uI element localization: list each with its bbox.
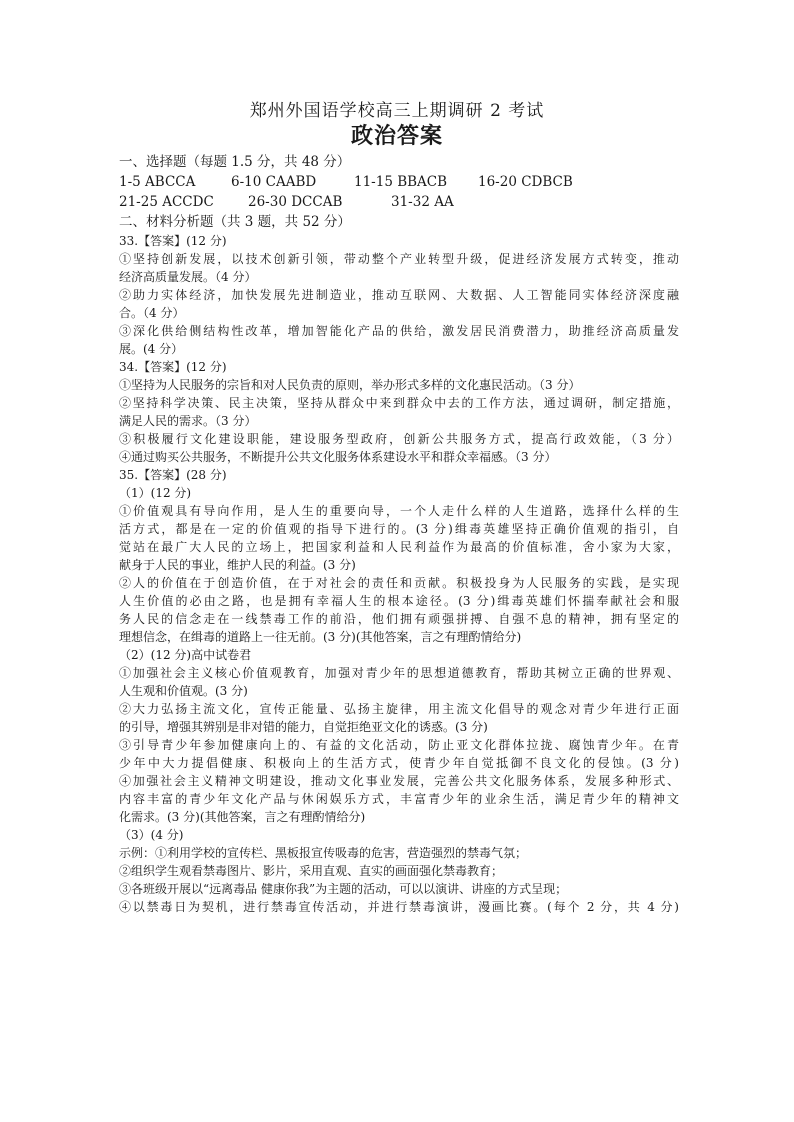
answer-line: 活方式，都是在一定的价值观的指导下进行的。(3 分)缉毒英雄坚持正确价值观的指引，自 [119,522,679,536]
answer-line: 人生价值的必由之路，也是拥有幸福人生的根本途径。(3 分)缉毒英雄们怀揣奉献社会和服 [119,594,679,608]
answer-line: 觉站在最广大人民的立场上，把国家利益和人民利益作为最高的价值标准，舍小家为大家， [119,540,679,554]
subject-title: 政治答案 [350,123,443,149]
answer-line: 献身于人民的事业，维护人民的利益。(3 分) [119,558,356,572]
answer-line: ②助力实体经济，加快发展先进制造业，推动互联网、大数据、人工智能同实体经济深度融 [119,288,679,302]
answer-line: ④通过购买公共服务，不断提升公共文化服务体系建设水平和群众幸福感。（3 分） [119,450,557,464]
answer-line: 少年中大力提倡健康、积极向上的生活方式，使青少年自觉抵御不良文化的侵蚀。(3 分) [119,756,679,770]
choice-group: 21-25 ACCDC [119,194,214,210]
answer-line: ②组织学生观看禁毒图片、影片，采用直观、直实的画面强化禁毒教育； [119,864,504,878]
section-heading-choice: 一、选择题（每题 1.5 分，共 48 分） [119,154,351,170]
answer-line: ①坚持为人民服务的宗旨和对人民负责的原则，举办形式多样的文化惠民活动。（3 分） [119,378,581,392]
choice-group: 1-5 ABCCA [119,174,196,190]
answer-line: 内容丰富的青少年文化产品与休闲娱乐方式，丰富青少年的业余生活，满足青少年的精神文 [119,792,679,806]
answer-line: 合。（4 分） [119,306,185,320]
school-title: 郑州外国语学校高三上期调研 2 考试 [249,101,545,121]
answer-line: ②人的价值在于创造价值，在于对社会的责任和贡献。积极投身为人民服务的实践，是实现 [119,576,679,590]
answer-line: ②大力弘扬主流文化，宣传正能量、弘扬主旋律，用主流文化倡导的观念对青少年进行正面 [119,702,679,716]
answer-line: 理想信念，在缉毒的道路上一往无前。(3 分)(其他答案，言之有理酌情给分) [119,630,522,644]
answer-line: 务人民的信念走在一线禁毒工作的前沿，他们拥有顽强拼搏、自强不息的精神，拥有坚定的 [119,612,679,626]
answer-line: 示例：①利用学校的宣传栏、黑板报宣传吸毒的危害，营造强烈的禁毒气氛； [119,846,528,860]
answer-line: 化需求。(3 分)(其他答案，言之有理酌情给分) [119,810,366,824]
answer-line: ②坚持科学决策、民主决策，坚持从群众中来到群众中去的工作方法，通过调研，制定措施， [119,396,679,410]
answer-line: 满足人民的需求。（3 分） [119,414,257,428]
section-heading-analysis: 二、材料分析题（共 3 题，共 52 分） [119,214,351,230]
analysis-answers [119,232,679,916]
choice-row [119,172,679,192]
answer-line: 经济高质量发展。（4 分） [119,270,257,284]
answer-line: ①价值观具有导向作用，是人生的重要向导，一个人走什么样的人生道路，选择什么样的生 [119,504,679,518]
answer-line: ④以禁毒日为契机，进行禁毒宣传活动，并进行禁毒演讲，漫画比赛。(每个 2 分，共 4 分) [119,900,679,914]
answer-line: 35.【答案】(28 分) [119,468,227,482]
choice-group: 6-10 CAABD [231,174,317,190]
choice-group: 31-32 AA [391,194,454,210]
answer-line: ③积极履行文化建设职能，建设服务型政府，创新公共服务方式，提高行政效能，（3 分） [119,432,679,446]
answer-line: ③引导青少年参加健康向上的、有益的文化活动，防止亚文化群体拉拢、腐蚀青少年。在青 [119,738,679,752]
choice-group: 16-20 CDBCB [478,174,573,190]
answer-line: ③各班级开展以“远离毒品 健康你我”为主题的活动，可以以演讲、讲座的方式呈现； [119,882,568,896]
answer-line: 34.【答案】(12 分) [119,360,227,374]
answer-line: ④加强社会主义精神文明建设，推动文化事业发展，完善公共文化服务体系，发展多种形式、 [119,774,679,788]
choice-row [119,192,679,212]
answer-line: ③深化供给侧结构性改革，增加智能化产品的供给，激发居民消费潜力，助推经济高质量发 [119,324,679,338]
answer-line: （1）(12 分) [119,486,192,500]
answer-line: 人生观和价值观。(3 分) [119,684,248,698]
answer-line: （2）(12 分)高中试卷君 [119,648,252,662]
choice-group: 26-30 DCCAB [248,194,343,210]
answer-line: 展。(4 分） [119,342,184,356]
choice-group: 11-15 BBACB [354,174,448,190]
answer-line: 的引导，增强其辨别是非对错的能力，自觉拒绝亚文化的诱惑。(3 分) [119,720,488,734]
answer-body [119,152,679,916]
answer-line: ①坚持创新发展，以技术创新引领，带动整个产业转型升级，促进经济发展方式转变，推动 [119,252,679,266]
answer-line: 33.【答案】(12 分) [119,234,227,248]
answer-line: ①加强社会主义核心价值观教育，加强对青少年的思想道德教育，帮助其树立正确的世界观、 [119,666,679,680]
answer-line: （3）(4 分) [119,828,184,842]
